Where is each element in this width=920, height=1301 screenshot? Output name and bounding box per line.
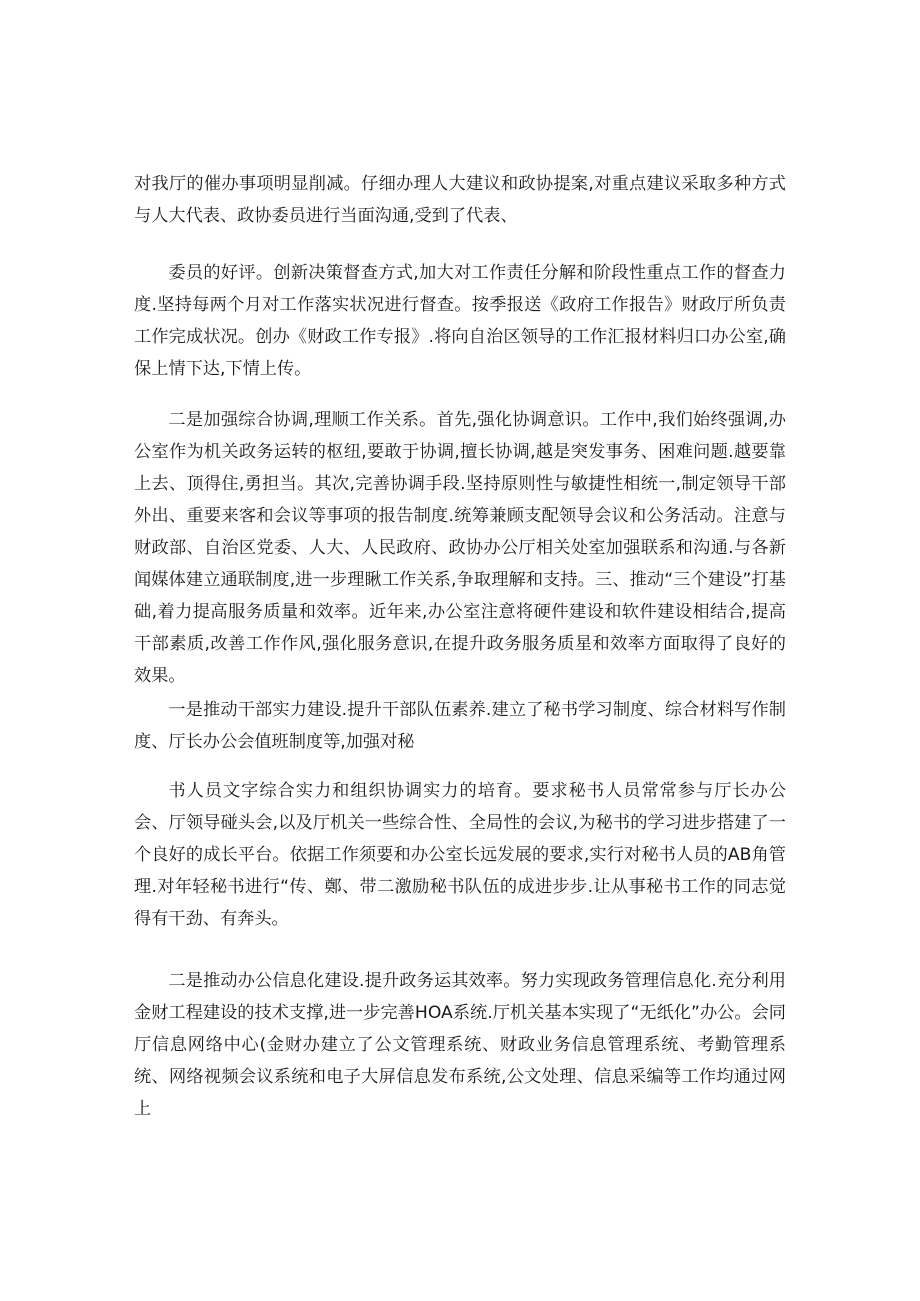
paragraph-6: 二是推动办公信息化建设.提升政务运其效率。努力实现政务管理信息化.充分利用金财工程建设的技术支撑,进一步完善HOA系统.厅机关基本实现了“无纸化”办公。会同厅信息网络中心(金财办建立了公文管理系统、财政业务信息管理系统、考勤管理系统、网络视频会议系统和电子大屏信息发布系统,公文处理、信息采编等工作均通过网上 [134,971,786,1119]
paragraph-1: 对我厅的催办事项明显削减。仔细办理人大建议和政协提案,对重点建议采取多种方式与人大代表、政协委员进行当面沟通,受到了代表、 [134,174,786,226]
paragraph-3: 二是加强综合协调,理顺工作关系。首先,强化协调意识。工作中,我们始终强调,办公室作为机关政务运转的枢纽,要敢于协调,擅长协调,越是突发事务、困难问题.越要靠上去、顶得住,勇担当。其次,完善协调手段.坚持原则性与敏捷性相统一,制定领导干部外出、重要来客和会议等事项的报告制度.统筹兼顾支配领导会议和公务活动。注意与财政部、自治区党委、人大、人民政府、政协办公厅相关处室加强联系和沟通.与各新闻媒体建立通联制度,进一步理瞅工作关系,争取理解和支持。三、推动“三个建设”打基础,着力提高服务质量和效率。近年来,办公室注意将硬件建设和软件建设相结合,提高干部素质,改善工作作风,强化服务意识,在提升政务服务质星和效率方面取得了良好的效果。 [134,410,786,686]
paragraph-2: 委员的好评。创新决策督查方式,加大对工作责任分解和阶段性重点工作的督查力度.坚持每两个月对工作落实状况进行督查。按季报送《政府工作报告》财政厅所负责工作完成状况。创办《财政工作专报》.将向自治区领导的工作汇报材料归口办公室,确保上情下达,下情上传。 [134,263,786,379]
paragraph-4: 一是推动干部实力建设.提升干部队伍素养.建立了秘书学习制度、综合材料写作制度、厅长办公会值班制度等,加强对秘 [134,700,786,752]
paragraph-5: 书人员文字综合实力和组织协调实力的培育。要求秘书人员常常参与厅长办公会、厅领导碰头会,以及厅机关一些综合性、全局性的会议,为秘书的学习进步搭建了一个良好的成长平台。依据工作须要和办公室长远发展的要求,实行对秘书人员的AB角管理.对年轻秘书进行“传、鄭、带二激励秘书队伍的成进步步.让从事秘书工作的同志觉得有干劲、有奔头。 [134,781,786,929]
